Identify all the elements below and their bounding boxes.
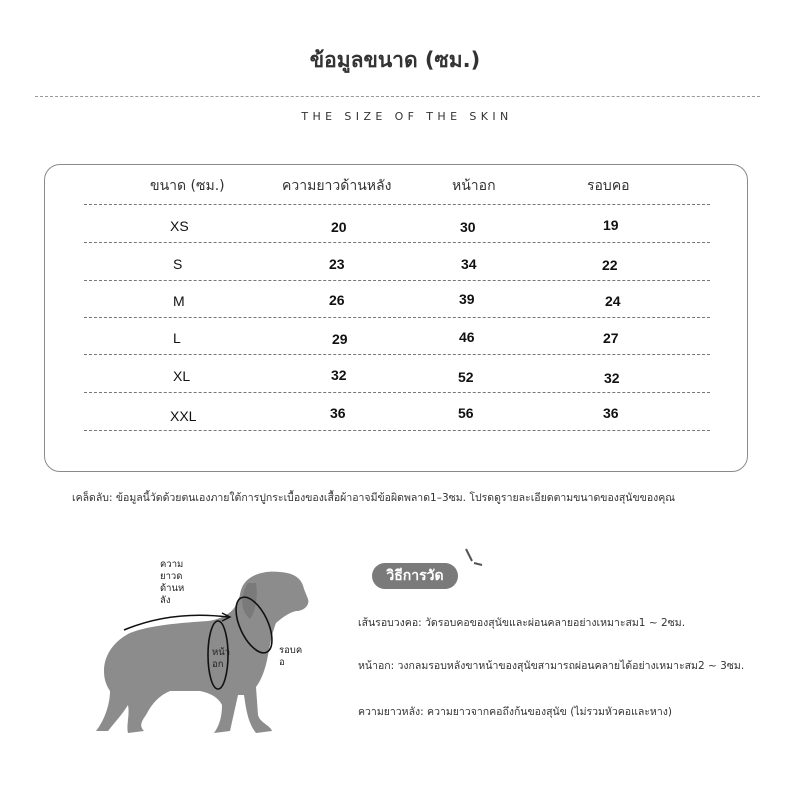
dog-label-chest: หน้า อก: [212, 647, 231, 670]
cell-back-length: 23: [329, 256, 345, 272]
measurement-tip: เคล็ดลับ: ข้อมูลนี้วัดด้วยตนเองภายใต้การปูกระเบื้องของเสื้อผ้าอาจมีข้อผิดพลาด1–3ซม. โปรดดูรายละเอียดตามขนาดของสุนัขของคุณ: [72, 492, 676, 504]
cell-size: XXL: [170, 408, 197, 424]
method-neck: เส้นรอบวงคอ: วัดรอบคอของสุนัขและผ่อนคลายอย่างเหมาะสม1 ~ 2ซม.: [358, 617, 686, 629]
method-chest: หน้าอก: วงกลมรอบหลังขาหน้าของสุนัขสามารถผ่อนคลายได้อย่างเหมาะสม2 ~ 3ซม.: [358, 660, 745, 672]
cell-back-length: 32: [331, 367, 347, 383]
cell-neck: 24: [605, 293, 621, 309]
sparkle-icon: [462, 545, 486, 569]
method-badge: วิธีการวัด: [372, 563, 458, 589]
header-neck: รอบคอ: [587, 178, 630, 194]
cell-size: L: [173, 330, 181, 346]
cell-size: M: [173, 293, 185, 309]
dog-label-back-length: ความ ยาวด ด้านห ลัง: [160, 559, 185, 606]
cell-neck: 19: [603, 217, 619, 233]
header-back-length: ความยาวด้านหลัง: [282, 178, 392, 194]
cell-back-length: 26: [329, 292, 345, 308]
row-divider: [84, 204, 710, 205]
row-divider: [84, 392, 710, 393]
cell-back-length: 20: [331, 219, 347, 235]
page-title: ข้อมูลขนาด (ซม.): [309, 48, 481, 72]
cell-size: XL: [173, 368, 191, 384]
header-chest: หน้าอก: [452, 178, 496, 194]
cell-chest: 52: [458, 369, 474, 385]
cell-chest: 46: [459, 329, 475, 345]
row-divider: [84, 242, 710, 243]
size-table-frame: [44, 164, 748, 472]
cell-back-length: 29: [332, 331, 348, 347]
title-divider: [35, 96, 760, 97]
method-back-length: ความยาวหลัง: ความยาวจากคอถึงก้นของสุนัข (ไม่รวมหัวคอและหาง): [358, 706, 672, 718]
row-divider: [84, 317, 710, 318]
page-subtitle: THE SIZE OF THE SKIN: [301, 110, 513, 123]
row-divider: [84, 354, 710, 355]
cell-size: S: [173, 256, 183, 272]
cell-chest: 56: [458, 405, 474, 421]
cell-chest: 39: [459, 291, 475, 307]
cell-neck: 27: [603, 330, 619, 346]
cell-neck: 32: [604, 370, 620, 386]
cell-neck: 36: [603, 405, 619, 421]
header-size: ขนาด (ซม.): [150, 178, 225, 194]
row-divider: [84, 430, 710, 431]
cell-chest: 30: [460, 219, 476, 235]
row-divider: [84, 280, 710, 281]
cell-chest: 34: [461, 256, 477, 272]
dog-label-neck: รอบค อ: [279, 645, 303, 668]
cell-neck: 22: [602, 257, 618, 273]
cell-size: XS: [170, 218, 189, 234]
cell-back-length: 36: [330, 405, 346, 421]
